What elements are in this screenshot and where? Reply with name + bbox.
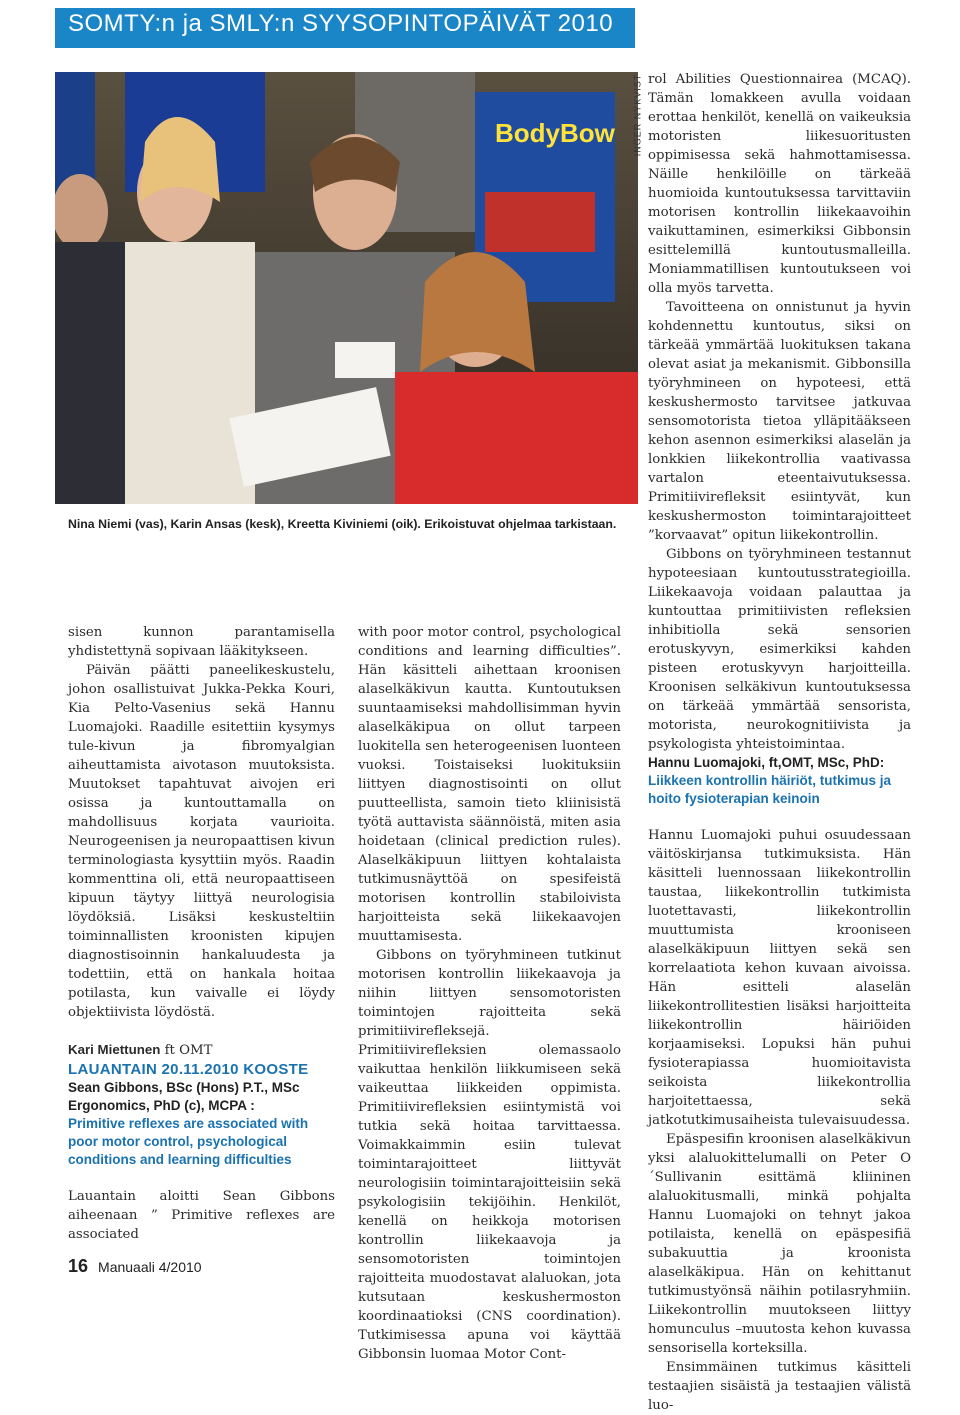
- text-column-2: [358, 623, 621, 1364]
- photo-credit: INGER NYKVIST: [632, 73, 643, 157]
- poster-bodybow: BodyBow: [495, 118, 615, 148]
- paragraph: Epäspesifin kroonisen alaselkäkivun yksi alaluokittelumalli on Peter O´Sullivanin esittämä kliininen alaluokitusmalli, minkä pohjalta Hannu Luomajoki on tehnyt jakoa potilaista, kenellä on epäspesifiä subakuuttia ja kroonista alaselkäkipua. Hän on kehittanut tutkimustyönsä näihin potilasryhmiin. Liikekontrollin muutokseen liittyy homunculus –muutosta kehon kuvassa sensorisella korteksilla.: [648, 1132, 911, 1356]
- paragraph: Tavoitteena on onnistunut ja hyvin kohdennettu kuntoutus, siksi on tärkeää ymmärtää luokituksen takana olevat asiat ja mekanismit. Gibbonsilla työryhmineen on hypoteesi, että keskushermosto tarvitsee jatkuvaa sensomotorista tietoa ylläpitääkseen kehon asennon esimerkiksi alaselän ja lonkkien liikekontrollia vaativassa vartalon eteentaivutuksessa. Primitiivirefleksit esiintyvät, kun keskushermoston toimintarajoitteet ”korvaavat” opitun liikekontrollin.: [648, 300, 911, 543]
- event-photo: [55, 72, 638, 504]
- paragraph: Hannu Luomajoki puhui osuudessaan väitöskirjansa tutkimuksista. Hän käsitteli luennossaan liikekontrollin taustaa, liikekontrollin tutkimista luotettavasti, liikekontrollin muuttumista krooniseen alaselkäkipuun liittyen sekä sen korrelaatiota kehon kuvaan aivoissa. Hän esitteli alaselän liikekontrollitestien lisäksi harjoitteita liikekontrollin häiriöiden korjaamiseksi. Lopuksi hän puhui fysioterapiassa huomioitavista seikoista liikekontrollia harjoitettaessa, sekä jatkotutkimusaiheista tulevaisuudessa.: [648, 828, 911, 1128]
- author-byline: [68, 1040, 335, 1060]
- talk-title: Primitive reflexes are associated with poor motor control, psychological conditions and learning difficulties: [68, 1116, 309, 1167]
- author-name: Kari Miettunen: [68, 1042, 161, 1057]
- text-column-3: [648, 70, 911, 1415]
- page-header-title: SOMTY:n ja SMLY:n SYYSOPINTOPÄIVÄT 2010: [68, 10, 614, 37]
- paragraph: Lauantain aloitti Sean Gibbons aiheenaan ” Primitive reflexes are associated: [68, 1189, 335, 1242]
- paragraph: Gibbons on työryhmineen tutkinut motorisen kontrollin liikekaavoja ja niihin liittyen sensomotoristen toimintojen rajoitteita sekä primitiivirefleksejä. Primitiivirefleksien olemassaolo vaikuttaa henkilön liikkumiseen sekä vaikeuttaa liikkeiden oppimista. Primitiivirefleksien esiintymistä voi tutkia sekä hoitaa tarvittaessa. Voimakkaimmin esiin tulevat toimintarajoitteet liittyvät neurologisiin toimintarajoitteisiin sekä psykologisiin tekijöihin. Henkilöt, kenellä on heikkoja motorisen kontrollin liikekaavoja ja sensomotoristen toimintojen rajoitteita muodostavat alaluokan, jota kutsutaan keskushermoston koordinaatioksi (CNS coordination). Tutkimisessa apuna voi käyttää Gibbonsin luomaa Motor Cont-: [358, 948, 621, 1362]
- section-heading: LAUANTAIN 20.11.2010 KOOSTE: [68, 1061, 309, 1078]
- paragraph: with poor motor control, psychological conditions and learning difficulties”. Hän käsitteli aihettaan kroonisen alaselkäkivun kautta. Kuntoutuksen suuntaamiseksi mahdollisimman hyvin alaselkäkipua on ollut tarpeen luokitella sen heterogeenisen luonteen vuoksi. Toistaiseksi luokituksiin liittyen diagnostisointi on ollut puutteellista, samoin tieto kliinisistä työtä auttavista säännöistä, miten asia hoidetaan (clinical prediction rules). Alaselkäkipuun liittyen kohtalaista tutkimusnäyttöä on spesifeistä motorisen kontrollin stabiloivista harjoitteista sekä liikekaavojen muuttamisesta.: [358, 625, 621, 944]
- text-column-1: [68, 623, 335, 1244]
- talk-speaker: Hannu Luomajoki, ft,OMT, MSc, PhD:: [648, 755, 885, 770]
- author-title: ft OMT: [160, 1043, 213, 1058]
- paragraph: Gibbons on työryhmineen testannut hypoteesiaan kuntoutusstrategioilla. Liikekaavoja voidaan palauttaa ja kuntouttaa primitiivisten refleksien inhibitiolla sekä sensorien erotuskyvyn, esimerkiksi kahden pisteen erotuskyvyn harjoitteilla. Kroonisen selkäkivun kuntoutuksessa on tärkeää ymmärtää sensorista, motorista, neurokognitiivista ja psykologista yhteistoimintaa.: [648, 547, 911, 752]
- photo-caption: Nina Niemi (vas), Karin Ansas (kesk), Kreetta Kiviniemi (oik). Erikoistuvat ohjelmaa tarkistaan.: [68, 517, 617, 531]
- paragraph: rol Abilities Questionnairea (MCAQ). Tämän lomakkeen avulla voidaan erottaa henkilöt, kenellä on vaikeuksia motoristen liikesuoritusten oppimisessa sekä hahmottamisessa. Näille henkilöille on tärkeää huomioida kuntoutuksessa tarvittaviin motorisen kontrollin liikekaavoihin vaikuttaminen, esimerkiksi Gibbonsin esittelemillä kuntoutusmalleilla. Moniammatillisen kuntoutukseen voi olla myös tarvetta.: [648, 72, 911, 296]
- paragraph: sisen kunnon parantamisella yhdistettynä sopivaan lääkitykseen.: [68, 625, 335, 659]
- paragraph: Päivän päätti paneelikeskustelu, johon osallistuivat Jukka-Pekka Kouri, Kia Pelto-Vasenius sekä Hannu Luomajoki. Raadille esitettiin kysymys tule-kivun ja fibromyalgian aiheuttamista aivotason muutoksista. Muutokset tapahtuvat aivojen eri osissa ja kuntouttamalla on mahdollisuus korjata vaurioita. Neurogeenisen ja neuropaattisen kivun terminologiasta kysyttiin myös. Raadin kommenttina oli, että neuropaattiseen kipuun täytyy liittyä neurologisia löydöksiä. Lisäksi keskusteltiin toiminnallisten kroonisten kipujen diagnostisoinnin hankaluudesta ja todettiin, että on hankala hoitaa potilasta, kun vaivalle ei löydy objektiivista löydöstä.: [68, 663, 335, 1020]
- magazine-issue: Manuaali 4/2010: [98, 1259, 202, 1275]
- talk-speaker: Sean Gibbons, BSc (Hons) P.T., MSc Ergonomics, PhD (c), MCPA :: [68, 1080, 300, 1113]
- paragraph: Ensimmäinen tutkimus käsitteli testaajien sisäistä ja testaajien välistä luo-: [648, 1360, 911, 1413]
- talk-heading: [648, 754, 911, 808]
- page-number: 16: [68, 1256, 89, 1276]
- talk-title: Liikkeen kontrollin häiriöt, tutkimus ja hoito fysioterapian keinoin: [648, 773, 892, 806]
- talk-heading: [68, 1079, 335, 1169]
- page-footer: [68, 1256, 202, 1277]
